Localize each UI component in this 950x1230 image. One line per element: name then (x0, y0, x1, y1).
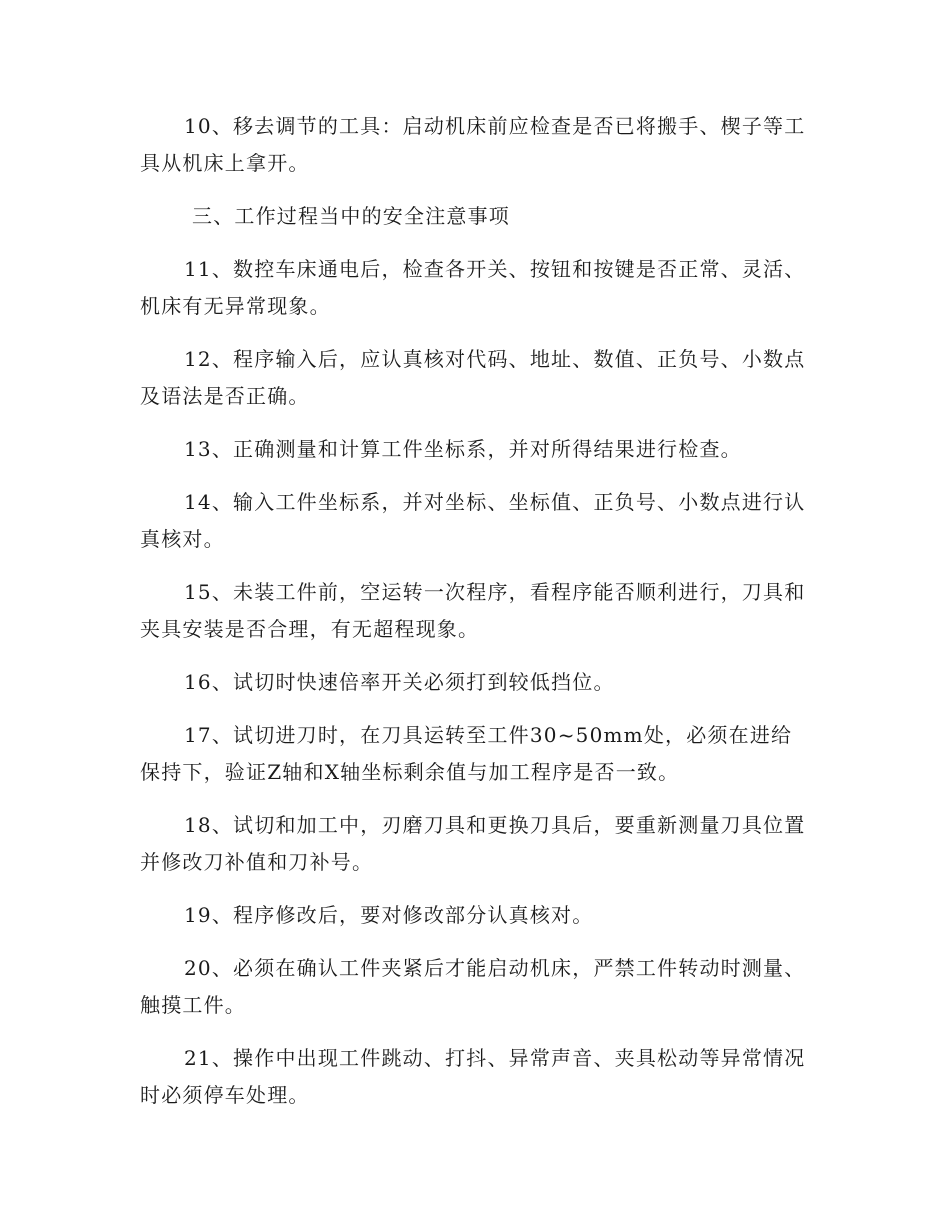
paragraph-11: 11、数控车床通电后，检查各开关、按钮和按键是否正常、灵活、机床有无异常现象。 (140, 257, 806, 318)
paragraph-15: 15、未装工件前，空运转一次程序，看程序能否顺利进行，刀具和夹具安装是否合理，有无超程现象。 (140, 580, 806, 641)
document-body (140, 108, 812, 1130)
paragraph-14: 14、输入工件坐标系，并对坐标、坐标值、正负号、小数点进行认真核对。 (140, 490, 806, 551)
paragraph-10: 10、移去调节的工具：启动机床前应检查是否已将搬手、楔子等工具从机床上拿开。 (140, 114, 806, 175)
paragraph-19: 19、程序修改后，要对修改部分认真核对。 (184, 903, 594, 927)
paragraph-12: 12、程序输入后，应认真核对代码、地址、数值、正负号、小数点及语法是否正确。 (140, 347, 806, 408)
paragraph-18: 18、试切和加工中，刃磨刀具和更换刀具后，要重新测量刀具位置并修改刀补值和刀补号。 (140, 813, 806, 874)
section-heading: 三、工作过程当中的安全注意事项 (192, 204, 510, 228)
paragraph-20: 20、必须在确认工件夹紧后才能启动机床，严禁工件转动时测量、触摸工件。 (140, 956, 806, 1017)
paragraph-16: 16、试切时快速倍率开关必须打到较低挡位。 (184, 670, 615, 694)
paragraph-13: 13、正确测量和计算工件坐标系，并对所得结果进行检查。 (184, 437, 742, 461)
paragraph-17: 17、试切进刀时，在刀具运转至工件30~50mm处，必须在进给保持下，验证Z轴和X轴坐标剩余值与加工程序是否一致。 (140, 723, 793, 784)
paragraph-21: 21、操作中出现工件跳动、打抖、异常声音、夹具松动等异常情况时必须停车处理。 (140, 1046, 806, 1107)
